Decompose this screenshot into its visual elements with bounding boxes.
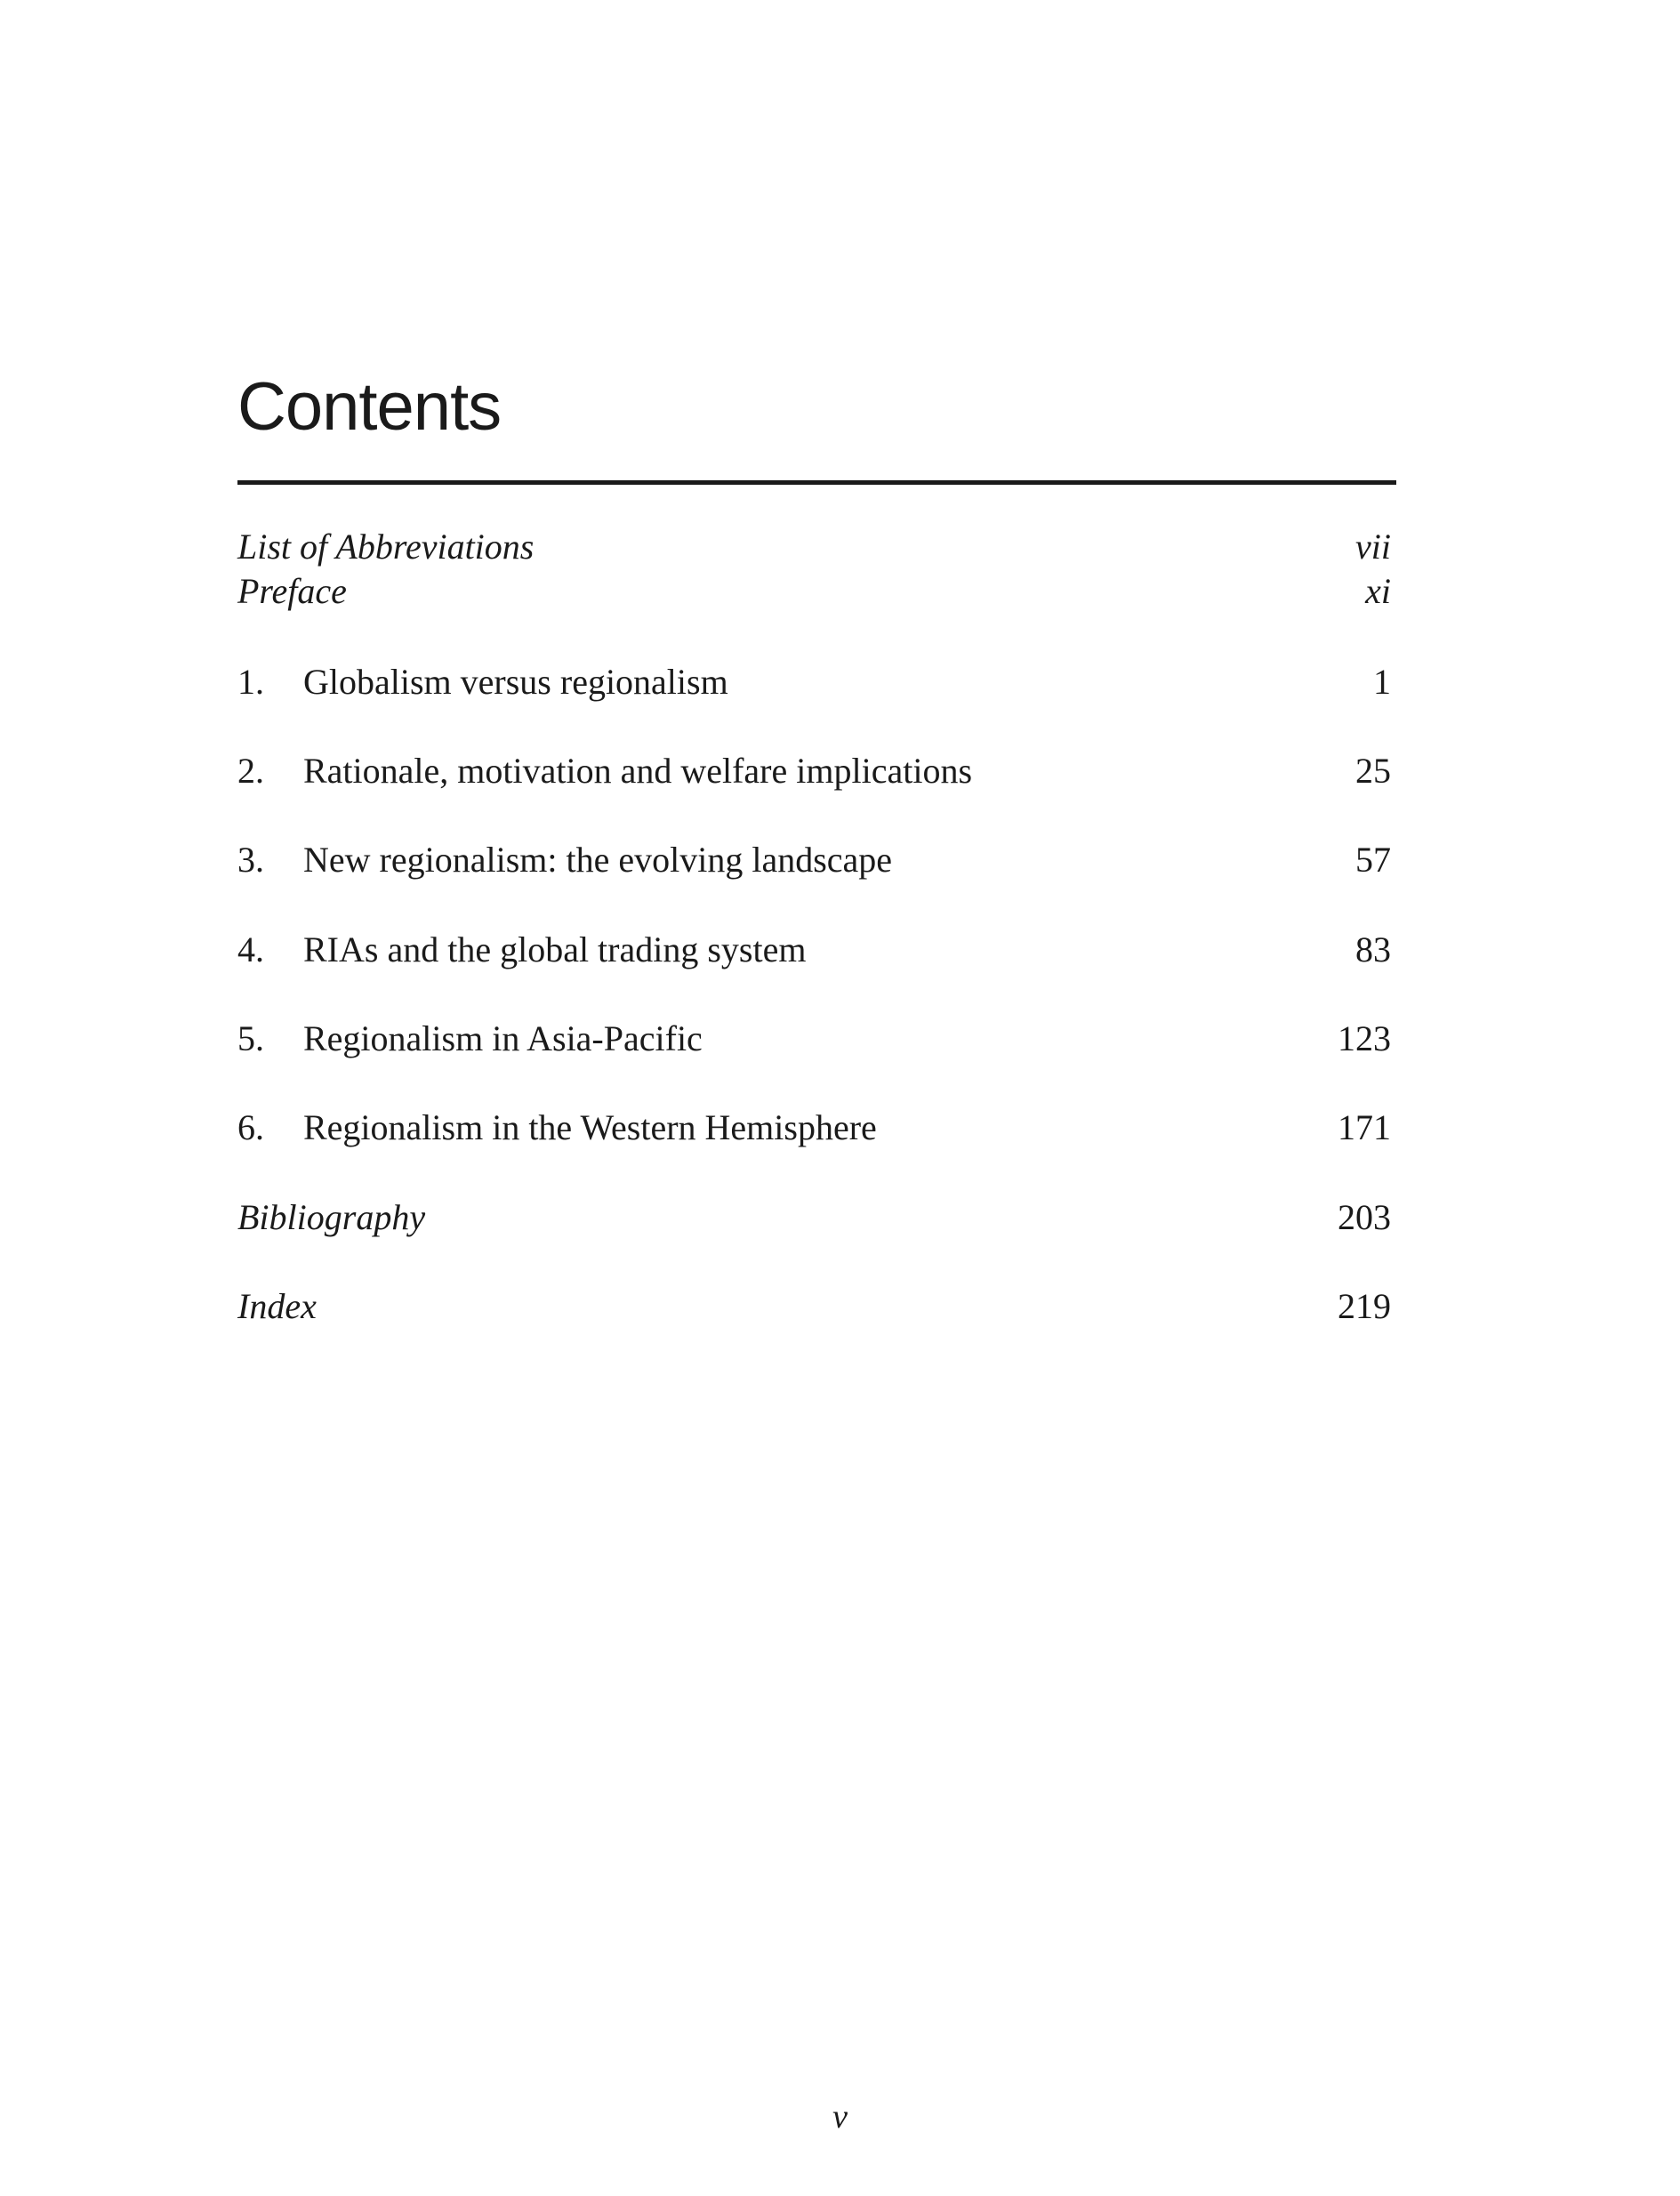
- chapter-number: 5.: [237, 1018, 264, 1058]
- toc-entry-title: Index: [237, 1286, 317, 1326]
- chapter-title: Regionalism in the Western Hemisphere: [303, 1107, 877, 1147]
- chapter-number: 1.: [237, 662, 264, 702]
- toc-entry-list-of-abbreviations[interactable]: [237, 525, 1396, 569]
- chapter-title: Regionalism in Asia-Pacific: [303, 1018, 703, 1058]
- page-number: v: [832, 2098, 848, 2136]
- toc-entry-page: 25: [1355, 751, 1391, 791]
- chapter-title: Rationale, motivation and welfare implications: [303, 751, 973, 791]
- toc-entry-title: Bibliography: [237, 1197, 426, 1237]
- chapter-title: Globalism versus regionalism: [303, 662, 728, 702]
- toc-entry-preface[interactable]: [237, 569, 1396, 614]
- toc-entry-title: List of Abbreviations: [237, 527, 535, 567]
- toc-entry-chapter-1[interactable]: [237, 660, 1396, 704]
- toc-entry-page: xi: [1365, 571, 1391, 611]
- toc-entry-bibliography[interactable]: [237, 1195, 1396, 1240]
- chapter-number: 4.: [237, 929, 264, 969]
- chapter-title: RIAs and the global trading system: [303, 929, 807, 969]
- toc-entry-chapter-4[interactable]: [237, 928, 1396, 972]
- chapter-number: 2.: [237, 751, 264, 791]
- toc-entry-chapter-5[interactable]: [237, 1017, 1396, 1061]
- chapter-number: 3.: [237, 840, 264, 880]
- chapter-title: New regionalism: the evolving landscape: [303, 840, 893, 880]
- chapter-number: 6.: [237, 1107, 264, 1147]
- toc-entry-page: 203: [1338, 1197, 1391, 1237]
- toc-entry-title: Preface: [237, 571, 347, 611]
- title-rule: [237, 480, 1396, 485]
- toc-entry-chapter-3[interactable]: [237, 838, 1396, 882]
- toc-entry-page: vii: [1355, 527, 1391, 567]
- toc-entry-page: 57: [1355, 840, 1391, 880]
- toc-entry-chapter-6[interactable]: [237, 1106, 1396, 1150]
- toc-entry-page: 1: [1373, 662, 1391, 702]
- toc-entry-page: 83: [1355, 929, 1391, 969]
- toc-entry-chapter-2[interactable]: [237, 749, 1396, 793]
- toc-entry-page: 123: [1338, 1018, 1391, 1058]
- toc-entry-page: 219: [1338, 1286, 1391, 1326]
- toc-entry-index[interactable]: [237, 1284, 1396, 1329]
- toc-entry-page: 171: [1338, 1107, 1391, 1147]
- page-title: Contents: [237, 369, 502, 445]
